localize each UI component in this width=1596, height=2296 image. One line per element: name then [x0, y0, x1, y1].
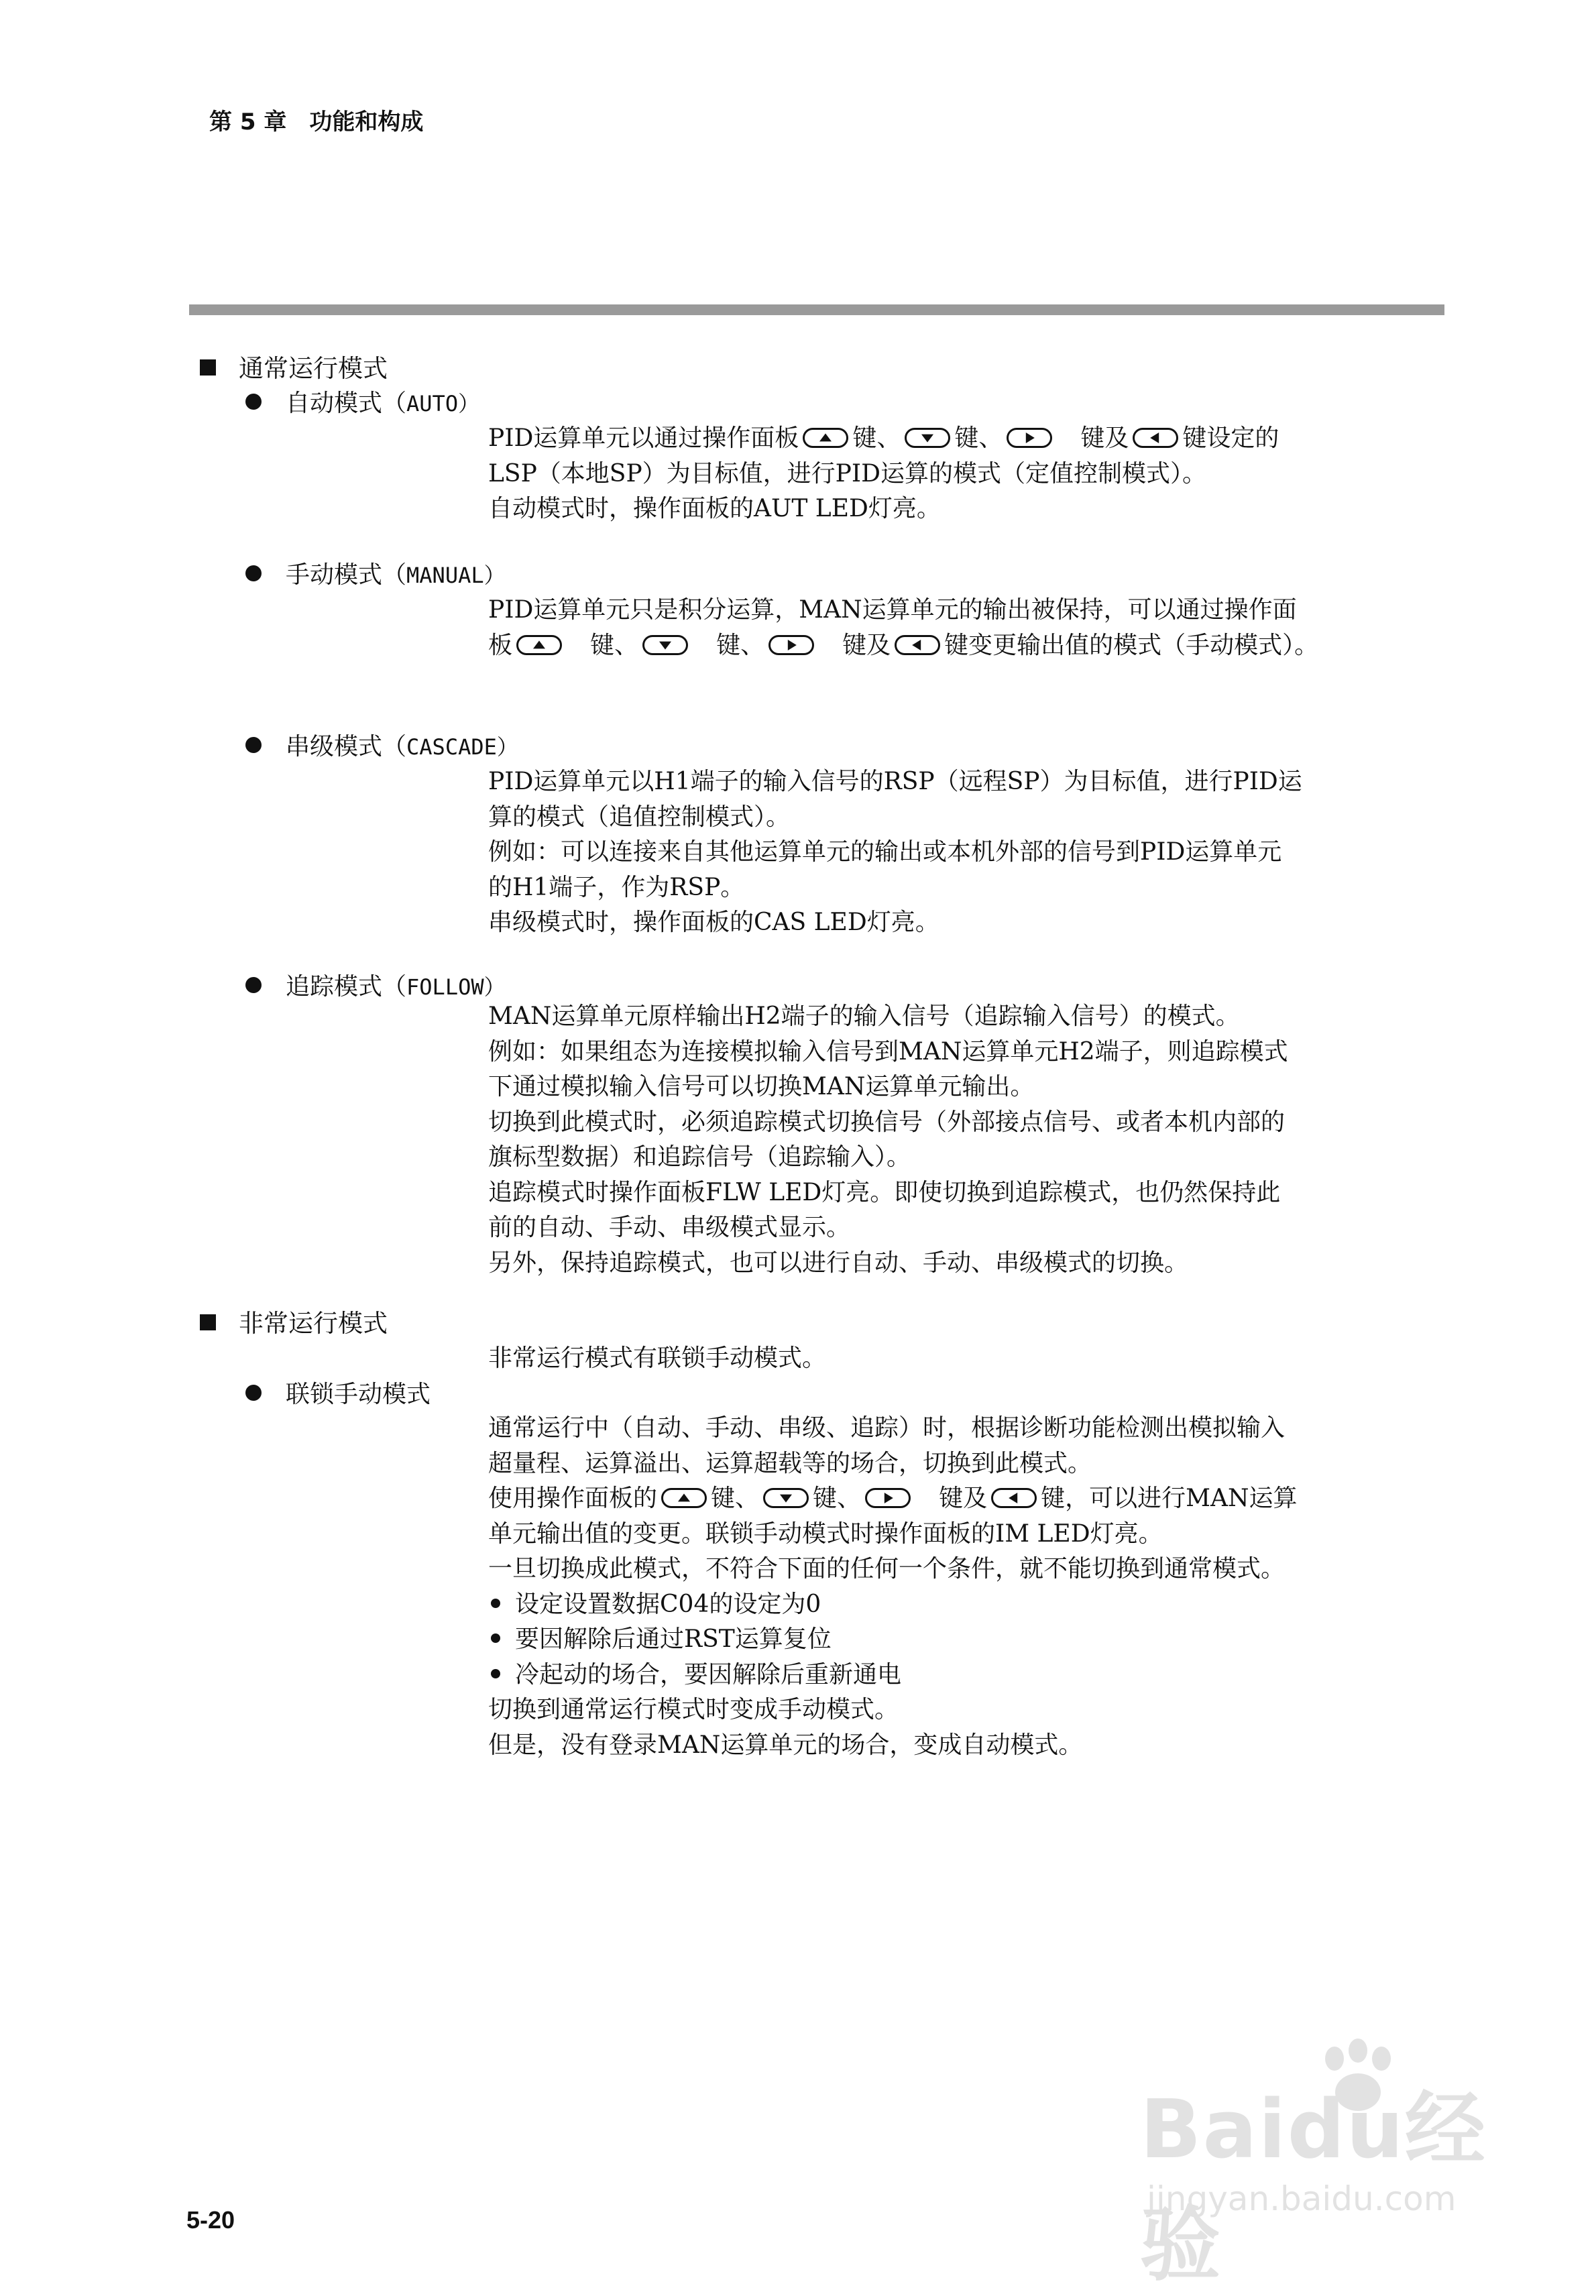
text-line: 自动模式时，操作面板的AUT LED灯亮。	[488, 495, 941, 522]
text: 冷起动的场合，要因解除后重新通电	[515, 1660, 902, 1688]
text-line: 例如：如果组态为连接模拟输入信号到MAN运算单元H2端子，则追踪模式	[488, 1037, 1288, 1066]
text: 使用操作面板的	[488, 1485, 658, 1512]
baidu-watermark	[1140, 2039, 1529, 2292]
text-line: PID运算单元以H1端子的输入信号的RSP（远程SP）为目标值，进行PID运	[488, 768, 1302, 795]
abnormal-intro	[488, 1341, 1387, 1377]
text-line: 串级模式时，操作面板的CAS LED灯亮。	[488, 909, 939, 936]
cascade-body	[488, 764, 1387, 941]
condition-item	[488, 1587, 1387, 1623]
text-line: 超量程、运算溢出、运算超载等的场合，切换到此模式。	[488, 1449, 1092, 1477]
text-line: 切换到此模式时，必须追踪模式切换信号（外部接点信号、或者本机内部的	[488, 1108, 1286, 1136]
text: 键变更输出值的模式（手动模式）。	[944, 631, 1319, 659]
cascade-title-en: CASCADE）	[406, 734, 518, 760]
text-line: MAN运算单元原样输出H2端子的输入信号（追踪输入信号）的模式。	[488, 1002, 1240, 1030]
text: 设定设置数据C04的设定为0	[515, 1590, 821, 1618]
round-bullet-icon	[245, 977, 262, 993]
watermark-url: jingyan.baidu.com	[1147, 2179, 1457, 2218]
text-line: 下通过模拟输入信号可以切换MAN运算单元输出。	[488, 1073, 1035, 1100]
text: 板	[488, 631, 513, 659]
text-line: 通常运行中（自动、手动、串级、追踪）时，根据诊断功能检测出模拟输入	[488, 1414, 1286, 1442]
text-line: 切换到通常运行模式时变成手动模式。	[488, 1696, 899, 1723]
text: 要因解除后通过RST运算复位	[515, 1625, 832, 1653]
text: 键，可以进行MAN运算	[1041, 1485, 1298, 1512]
text-line: 的H1端子，作为RSP。	[488, 873, 745, 901]
manual-body	[488, 593, 1387, 663]
condition-item	[488, 1658, 1387, 1693]
manual-title-cn: 手动模式（	[286, 561, 407, 589]
subsection-cascade	[245, 730, 518, 764]
down-key-icon	[905, 428, 950, 448]
text: 键、	[852, 424, 901, 452]
text-line: 追踪模式时操作面板FLW LED灯亮。即使切换到追踪模式，也仍然保持此	[488, 1178, 1281, 1206]
follow-title-en: FOLLOW）	[406, 974, 506, 1000]
round-bullet-icon	[245, 565, 262, 581]
follow-body	[488, 999, 1387, 1281]
condition-item	[488, 1622, 1387, 1658]
text-line: 例如：可以连接来自其他运算单元的输出或本机外部的信号到PID运算单元	[488, 838, 1282, 866]
left-key-icon	[895, 635, 940, 655]
manual-title-en: MANUAL）	[406, 563, 506, 588]
text-line: 但是，没有登录MAN运算单元的场合，变成自动模式。	[488, 1731, 1083, 1759]
text: 键设定的	[1182, 424, 1279, 452]
subsection-follow	[245, 970, 506, 1005]
up-key-icon	[516, 635, 562, 655]
section-abnormal-mode	[200, 1306, 388, 1341]
text-line: 旗标型数据）和追踪信号（追踪输入）。	[488, 1143, 911, 1171]
text: 键、	[954, 424, 1003, 452]
right-key-icon	[1007, 428, 1052, 448]
text: 键及	[1080, 424, 1129, 452]
auto-title-cn: 自动模式（	[286, 390, 407, 417]
cascade-title-cn: 串级模式（	[286, 733, 407, 760]
text-line: 单元输出值的变更。联锁手动模式时操作面板的IM LED灯亮。	[488, 1519, 1163, 1548]
follow-title-cn: 追踪模式（	[286, 973, 407, 1000]
round-bullet-icon	[245, 394, 262, 410]
text: 键及	[842, 631, 891, 659]
down-key-icon	[642, 635, 688, 655]
text: 键及	[939, 1485, 988, 1512]
small-bullet-icon	[491, 1669, 500, 1678]
up-key-icon	[803, 428, 848, 448]
round-bullet-icon	[245, 737, 262, 753]
square-bullet-icon	[200, 359, 216, 376]
text-line: PID运算单元只是积分运算，MAN运算单元的输出被保持，可以通过操作面	[488, 596, 1297, 624]
text: 键、	[590, 631, 639, 659]
small-bullet-icon	[491, 1599, 500, 1608]
round-bullet-icon	[245, 1385, 262, 1401]
text: PID运算单元以通过操作面板	[488, 424, 799, 452]
auto-title-en: AUTO）	[406, 391, 480, 416]
subsection-interlock	[245, 1377, 431, 1412]
header-rule	[189, 304, 1444, 315]
right-key-icon	[865, 1488, 911, 1508]
text-line: 另外，保持追踪模式，也可以进行自动、手动、串级模式的切换。	[488, 1249, 1189, 1277]
section-abnormal-title: 非常运行模式	[239, 1309, 388, 1338]
left-key-icon	[1133, 428, 1178, 448]
text: 键、	[716, 631, 765, 659]
right-key-icon	[768, 635, 814, 655]
text: 键、	[711, 1485, 760, 1512]
interlock-body	[488, 1411, 1387, 1763]
subsection-auto	[245, 386, 479, 421]
section-normal-mode	[200, 351, 388, 386]
small-bullet-icon	[491, 1633, 500, 1643]
up-key-icon	[661, 1488, 707, 1508]
page-number: 5-20	[186, 2206, 235, 2234]
text-line: LSP（本地SP）为目标值，进行PID运算的模式（定值控制模式）。	[488, 459, 1206, 487]
square-bullet-icon	[200, 1314, 216, 1330]
text-line: 非常运行模式有联锁手动模式。	[488, 1344, 827, 1372]
interlock-title: 联锁手动模式	[286, 1381, 431, 1408]
chapter-header: 第 5 章 功能和构成	[209, 109, 424, 135]
down-key-icon	[763, 1488, 809, 1508]
text-line: 算的模式（追值控制模式）。	[488, 803, 791, 831]
auto-body	[488, 421, 1387, 527]
text-line: 一旦切换成此模式，不符合下面的任何一个条件，就不能切换到通常模式。	[488, 1555, 1286, 1583]
left-key-icon	[991, 1488, 1037, 1508]
watermark-logo: Baidu经验	[1140, 2083, 1487, 2292]
text-line: 前的自动、手动、串级模式显示。	[488, 1214, 851, 1241]
text: 键、	[813, 1485, 862, 1512]
section-normal-title: 通常运行模式	[239, 354, 388, 383]
subsection-manual	[245, 558, 506, 593]
